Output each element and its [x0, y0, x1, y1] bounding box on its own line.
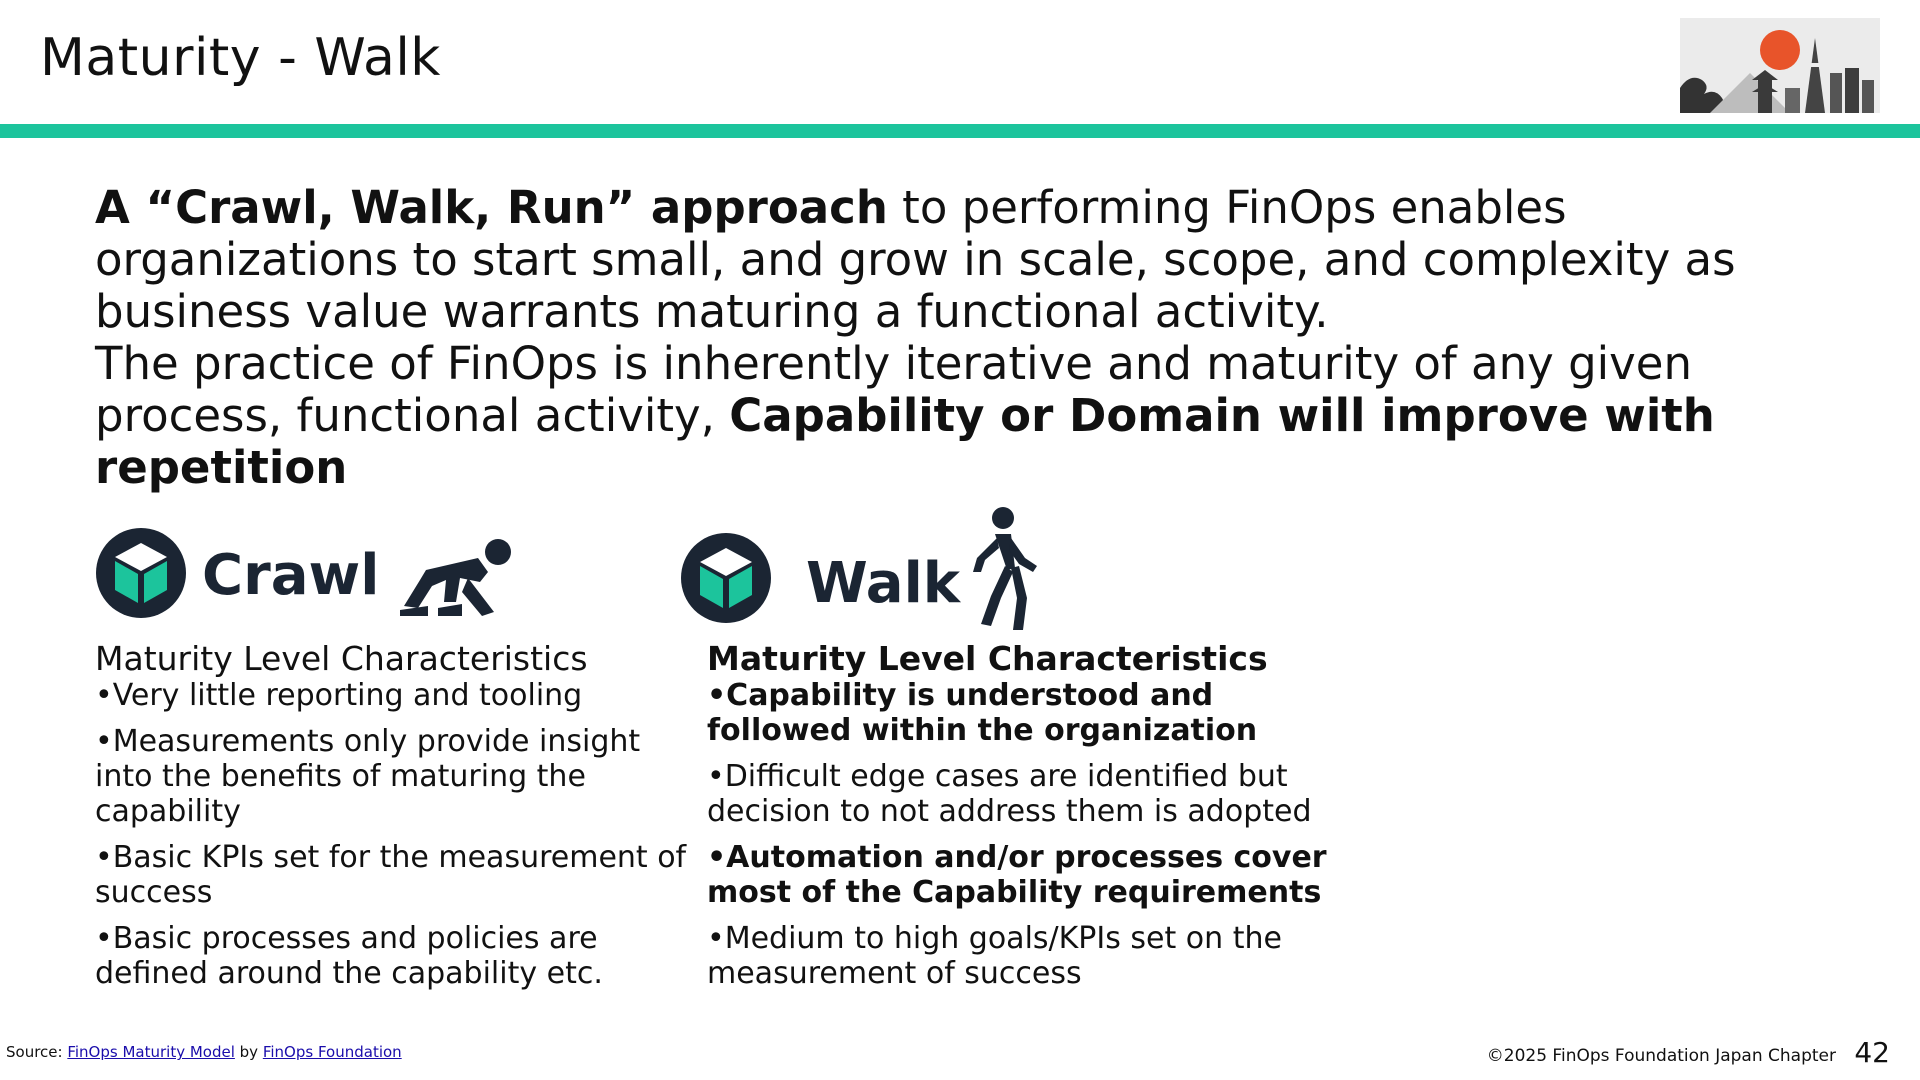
- source-by: by: [234, 1043, 263, 1061]
- intro-bold-tail: Capability or Domain will improve with repetition: [95, 389, 1715, 494]
- tokyo-skyline-logo: [1680, 18, 1880, 113]
- crawl-heading: Maturity Level Characteristics: [95, 639, 588, 678]
- crawl-item-2: •Measurements only provide insight into the benefits of maturing the capability: [95, 724, 641, 829]
- walk-item-1: •Capability is understood and followed within the organization: [707, 678, 1258, 748]
- crawling-person-icon: [398, 530, 516, 622]
- finops-maturity-model-link[interactable]: FinOps Maturity Model: [67, 1043, 235, 1061]
- source-prefix: Source:: [6, 1043, 68, 1061]
- walk-characteristics: [707, 640, 1367, 1002]
- finops-cube-icon: [95, 527, 187, 619]
- slide-title: Maturity - Walk: [40, 28, 441, 88]
- crawl-item-3: •Basic KPIs set for the measurement of success: [95, 840, 687, 910]
- header-accent-bar: [0, 124, 1920, 138]
- intro-text-1: to performing FinOps enables organizations to start small, and grow in scale, scope, and complexity as business value warrants maturing a functional activity.: [95, 181, 1736, 338]
- copyright-text: ©2025 FinOps Foundation Japan Chapter: [1486, 1046, 1836, 1066]
- intro-bold-lead: A “Crawl, Walk, Run” approach: [95, 181, 888, 234]
- intro-text-2: The practice of FinOps is inherently iterative and maturity of any given process, functional activity,: [95, 337, 1692, 442]
- finops-cube-icon: [680, 532, 772, 624]
- source-citation: [6, 1043, 402, 1061]
- walking-person-icon: [955, 506, 1041, 636]
- crawl-label: Crawl: [202, 543, 380, 608]
- walk-item-3: •Automation and/or processes cover most of the Capability requirements: [707, 840, 1327, 910]
- page-number: 42: [1854, 1036, 1890, 1069]
- walk-label: Walk: [806, 551, 960, 616]
- crawl-item-4: •Basic processes and policies are defined around the capability etc.: [95, 921, 603, 991]
- walk-heading: Maturity Level Characteristics: [707, 639, 1268, 678]
- crawl-item-1: •Very little reporting and tooling: [95, 678, 583, 713]
- intro-paragraph: [95, 182, 1855, 494]
- finops-foundation-link[interactable]: FinOps Foundation: [262, 1043, 402, 1061]
- intro-line-2: [95, 338, 1855, 494]
- walk-item-4: •Medium to high goals/KPIs set on the measurement of success: [707, 921, 1282, 991]
- crawl-characteristics: [95, 640, 695, 1002]
- intro-line-1: [95, 182, 1855, 338]
- walk-item-2: •Difficult edge cases are identified but decision to not address them is adopted: [707, 759, 1312, 829]
